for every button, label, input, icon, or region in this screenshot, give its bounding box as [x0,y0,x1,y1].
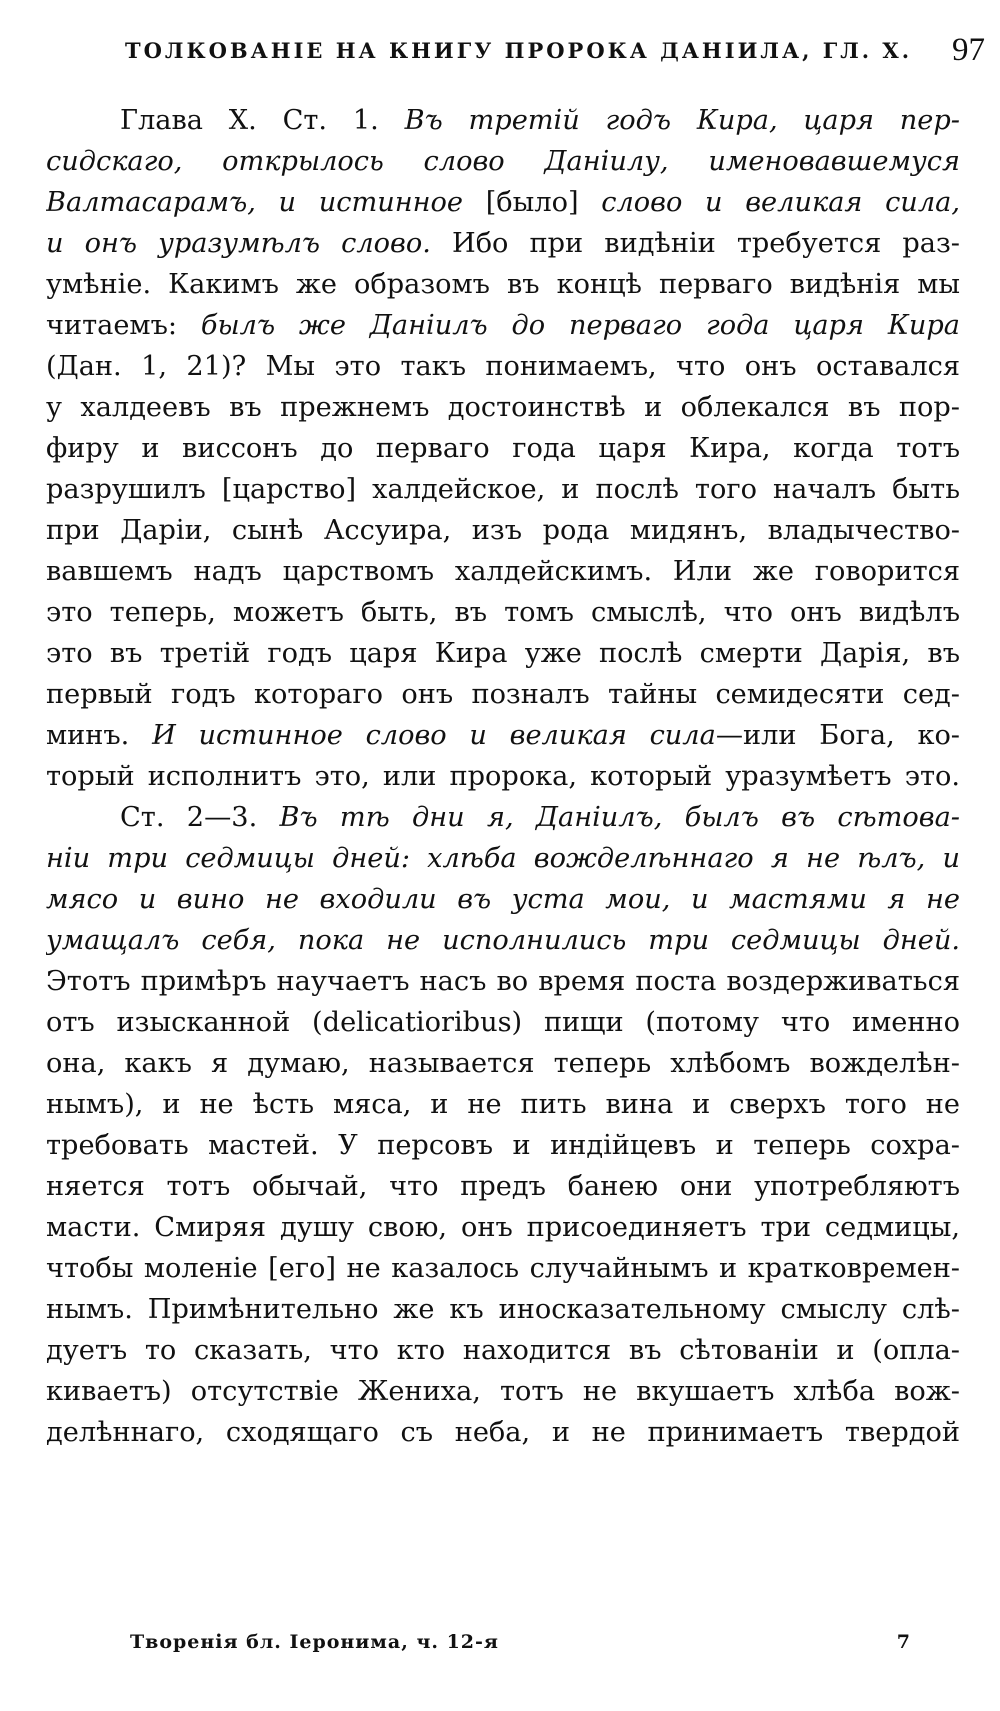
italic-quotation: былъ же Даніилъ до перваго года царя Кира [200,310,960,341]
page-footer [130,1631,910,1661]
text-line [46,1043,960,1084]
text-line [46,1002,960,1043]
text-segment: умѣніе. Какимъ же образомъ въ концѣ перваго видѣнія мы [46,269,960,300]
text-segment: Этотъ примѣръ научаетъ насъ во время поста воздерживаться [46,966,960,997]
text-line [46,469,960,510]
text-segment: нымъ. Примѣнительно же къ иносказательному смыслу слѣ- [46,1294,960,1325]
text-line [46,1289,960,1330]
text-segment: Глава X. Ст. 1. [120,105,405,136]
text-segment: минъ. [46,720,153,751]
text-line [46,797,960,838]
text-line [46,510,960,551]
running-head-title: ТОЛКОВАНІЕ НА КНИГУ ПРОРОКА ДАНІИЛА, ГЛ. X. [125,38,913,63]
text-line [46,223,960,264]
italic-quotation: слово и великая сила, [601,187,960,218]
text-line [46,920,960,961]
text-segment: это теперь, можетъ быть, въ томъ смыслѣ, что онъ видѣлъ [46,597,960,628]
text-segment: торый исполнитъ это, или пророка, который уразумѣетъ это. [46,761,960,792]
text-segment: при Даріи, сынѣ Ассуира, изъ рода мидянъ, владычество- [46,515,960,546]
text-line [46,1248,960,1289]
text-line [46,100,960,141]
page-number: 97 [952,32,985,68]
text-segment: фиру и виссонъ до перваго года царя Кира, когда тотъ [46,433,960,464]
text-segment: первый годъ котораго онъ позналъ тайны семидесяти сед- [46,679,960,710]
text-segment: у халдеевъ въ прежнемъ достоинствѣ и облекался въ пор- [46,392,960,423]
text-line [46,264,960,305]
text-line [46,756,960,797]
text-segment: требовать мастей. У персовъ и индійцевъ и теперь сохра- [46,1130,960,1161]
text-segment: Ст. 2—3. [120,802,280,833]
signature-mark: 7 [896,1631,910,1653]
text-segment: разрушилъ [царство] халдейское, и послѣ того началъ быть [46,474,960,505]
text-line [46,715,960,756]
text-segment: делѣннаго, сходящаго съ неба, и не принимаетъ твердой [46,1417,960,1448]
text-line [46,182,960,223]
text-segment: —или Бога, ко- [715,720,960,751]
italic-quotation: и онъ уразумѣлъ слово. [46,228,452,259]
text-line [46,1371,960,1412]
italic-quotation: Въ третій годъ Кира, царя пер- [404,105,960,136]
text-line [46,1207,960,1248]
running-header [125,32,985,72]
text-line [46,428,960,469]
text-line [46,551,960,592]
text-line [46,305,960,346]
text-segment: вавшемъ надъ царствомъ халдейскимъ. Или же говорится [46,556,960,587]
text-segment: это въ третій годъ царя Кира уже послѣ смерти Дарія, въ [46,638,960,669]
text-line [46,1084,960,1125]
italic-quotation: Валтасарамъ, и истинное [46,187,486,218]
italic-quotation: сидскаго, открылось слово Даніилу, именовавшемуся [46,146,960,177]
text-line [46,387,960,428]
text-segment: отъ изысканной (delicatioribus) пищи (потому что именно [46,1007,960,1038]
text-line [46,141,960,182]
text-segment: нымъ), и не ѣсть мяса, и не пить вина и сверхъ того не [46,1089,960,1120]
italic-quotation: мясо и вино не входили въ уста мои, и мастями я не [46,884,960,915]
text-line [46,674,960,715]
text-line [46,633,960,674]
text-line [46,592,960,633]
text-line [46,1412,960,1453]
text-line [46,346,960,387]
printer-signature: Творенія бл. Іеронима, ч. 12-я [130,1631,499,1653]
text-segment: читаемъ: [46,310,201,341]
text-segment: чтобы моленіе [его] не казалось случайнымъ и кратковремен- [46,1253,960,1284]
text-segment: она, какъ я думаю, называется теперь хлѣбомъ вожделѣн- [46,1048,960,1079]
text-line [46,838,960,879]
commentary-text [46,100,960,1453]
italic-quotation: ніи три седмицы дней: хлѣба вожделѣннаго я не ѣлъ, и [46,843,960,874]
text-segment: дуетъ то сказать, что кто находится въ сѣтованіи и (опла- [46,1335,960,1366]
text-segment: (Дан. 1, 21)? Мы это такъ понимаемъ, что онъ оставался [46,351,960,382]
text-line [46,1125,960,1166]
text-segment: киваетъ) отсутствіе Жениха, тотъ не вкушаетъ хлѣба вож- [46,1376,960,1407]
text-segment: масти. Смиряя душу свою, онъ присоединяетъ три седмицы, [46,1212,960,1243]
italic-quotation: И истинное слово и великая сила [152,720,716,751]
text-segment: Ибо при видѣніи требуется раз- [451,228,960,259]
text-segment: няется тотъ обычай, что предъ банею они употребляютъ [46,1171,960,1202]
text-line [46,879,960,920]
text-line [46,961,960,1002]
italic-quotation: умащалъ себя, пока не исполнились три седмицы дней. [46,925,960,956]
text-line [46,1166,960,1207]
italic-quotation: Въ тѣ дни я, Даніилъ, былъ въ сѣтова- [279,802,960,833]
text-line [46,1330,960,1371]
text-segment: [было] [485,187,602,218]
